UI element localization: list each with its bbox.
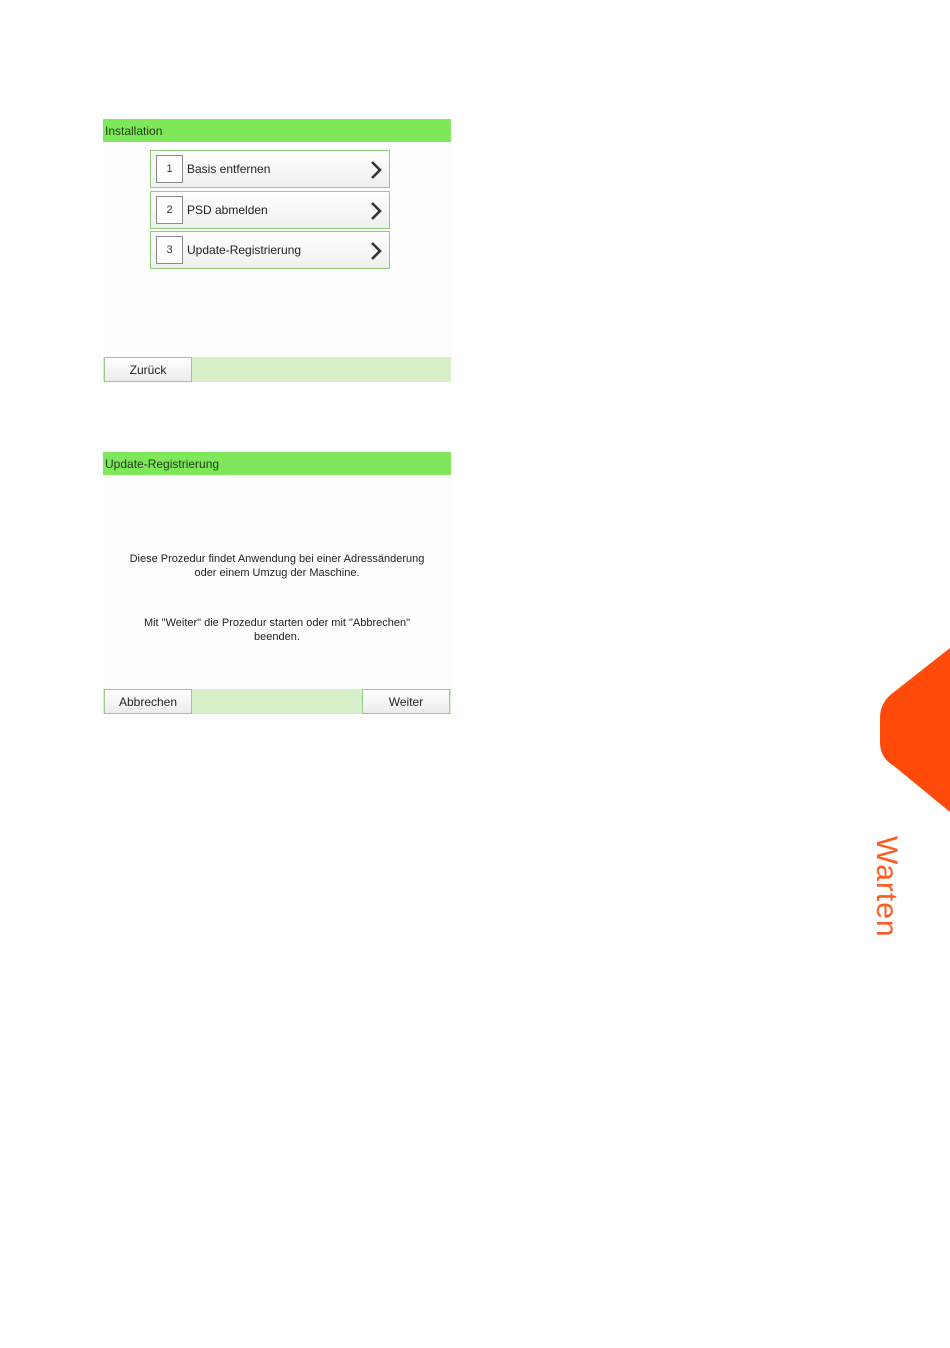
back-button[interactable]: Zurück	[104, 357, 192, 382]
screen-title: Installation	[103, 119, 451, 142]
menu-item-label: Basis entfernen	[187, 162, 271, 176]
next-button[interactable]: Weiter	[362, 689, 450, 714]
menu-item-number: 1	[156, 155, 183, 183]
section-tab-label: Warten	[870, 836, 903, 938]
menu-item-psd-abmelden[interactable]	[150, 191, 390, 229]
menu-item-basis-entfernen[interactable]	[150, 150, 390, 188]
menu-item-number: 2	[156, 196, 183, 224]
menu-item-number: 3	[156, 236, 183, 264]
info-message-line: Diese Prozedur findet Anwendung bei einer Adressänderung	[129, 553, 425, 565]
menu-item-label: PSD abmelden	[187, 203, 268, 217]
section-tab-shape	[880, 648, 950, 812]
screen-title: Update-Registrierung	[103, 452, 451, 475]
cancel-button[interactable]: Abbrechen	[104, 689, 192, 714]
chevron-right-icon	[369, 160, 383, 180]
installation-screen	[103, 119, 451, 382]
info-message-line: oder einem Umzug der Maschine.	[194, 567, 360, 579]
chevron-right-icon	[369, 201, 383, 221]
update-registration-screen	[103, 452, 451, 714]
softkey-bar	[103, 689, 451, 714]
menu-item-label: Update-Registrierung	[187, 243, 302, 257]
menu-item-update-registrierung[interactable]	[150, 231, 390, 269]
softkey-bar	[103, 357, 451, 382]
instruction-message: Mit "Weiter" die Prozedur starten oder mit "Abbrechen" beenden.	[143, 617, 411, 643]
info-message	[103, 552, 451, 580]
chevron-right-icon	[369, 241, 383, 261]
